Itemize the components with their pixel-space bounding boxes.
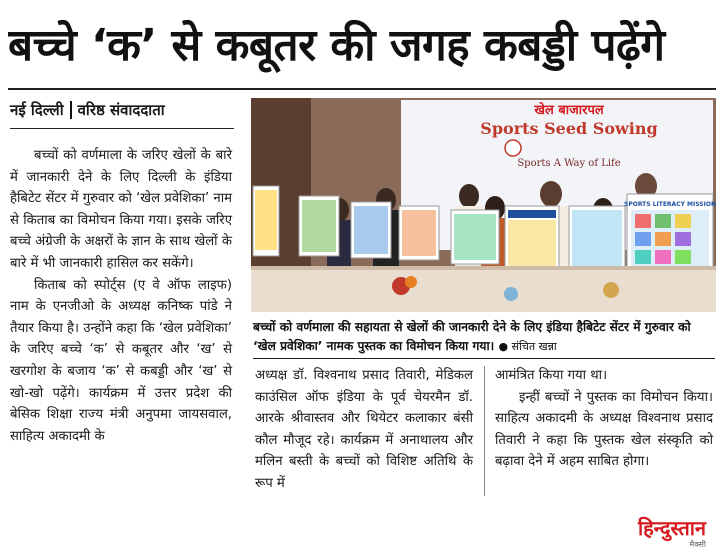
masthead-logo (638, 514, 706, 550)
article-paragraph: किताब को स्पोर्ट्स (ए वे ऑफ लाइफ) नाम के एनजीओ के अध्यक्ष कनिष्क पांडे ने तैयार किया है। उन्होंने कहा कि ‘खेल प्रवेशिका’ के जरिए बच्चे ‘क’ से कबूतर और ‘ख’ से खरगोश के बजाय ‘क’ से कबड्डी और ‘ख’ से खो-खो पढ़ेंगे। कार्यक्रम में उत्तर प्रदेश की बेसिक शिक्षा राज्य मंत्री अनुपमा जायसवाल, साहित्य अकादमी के (10, 277, 232, 444)
masthead-sub: मैक्सी (689, 540, 706, 549)
event-photo (251, 98, 716, 312)
dateline-byline: वरिष्ठ संवाददाता (77, 101, 165, 119)
article-column-2 (255, 365, 473, 495)
article-column-1 (10, 145, 232, 447)
emblem-icon (505, 140, 521, 156)
dateline-separator (70, 101, 72, 119)
dateline (10, 100, 165, 120)
photo-caption (253, 318, 715, 356)
dateline-city: नई दिल्ली (10, 101, 64, 119)
photo-credit: ● संचित खन्ना (498, 340, 557, 353)
headline-rule (8, 88, 716, 90)
event-photo-illustration (251, 98, 716, 312)
banner-sub: Sports A Way of Life (517, 158, 621, 169)
banner-line: Sports Seed Sowing (480, 119, 658, 138)
article-paragraph: अध्यक्ष डॉ. विश्वनाथ प्रसाद तिवारी, मेडिकल काउंसिल ऑफ इंडिया के पूर्व चेयरमैन डॉ. आरके श्रीवास्तव और थियेटर कलाकार बंसी कौल मौजूद रहे। कार्यक्रम में अनाथालय और मलिन बस्ती के बच्चों को विशिष्ट अतिथि के रूप में (255, 368, 473, 491)
masthead-name: हिन्दुस्तान (637, 516, 706, 540)
dateline-rule (10, 128, 234, 129)
table (251, 268, 716, 312)
banner-title: खेल बाजारपल (534, 103, 604, 118)
article-paragraph: आमंत्रित किया गया था। (495, 368, 608, 383)
caption-text: बच्चों को वर्णमाला की सहायता से खेलों की जानकारी देने के लिए इंडिया हैबिटेट सेंटर में गुरुवार को ‘खेल प्रवेशिका’ नामक पुस्तक का विमोचन किया गया। (253, 320, 691, 353)
caption-rule (253, 358, 715, 359)
article-paragraph: बच्चों को वर्णमाला के जरिए खेलों के बारे में जानकारी देने के लिए दिल्ली के इंडिया हैबिटेट सेंटर में गुरुवार को ‘खेल प्रवेशिका’ नाम से किताब का विमोचन किया गया। इसके जरिए बच्चे अंग्रेजी के अक्षरों के ज्ञान के साथ खेलों के बारे में भी जानकारी हासिल कर सकेंगे। (10, 148, 232, 271)
article-column-3 (495, 365, 713, 473)
headline: बच्चे ‘क’ से कबूतर की जगह कबड्डी पढ़ेंगे (8, 20, 665, 71)
column-divider (484, 366, 485, 496)
footer (0, 512, 720, 549)
poster-heading: SPORTS LITERACY MISSION (624, 201, 716, 208)
article-paragraph: इन्हीं बच्चों ने पुस्तक का विमोचन किया। साहित्य अकादमी के अध्यक्ष विश्वनाथ प्रसाद तिवारी ने कहा कि पुस्तक खेल संस्कृति को बढ़ावा देने में अहम साबित होगा। (495, 389, 713, 470)
